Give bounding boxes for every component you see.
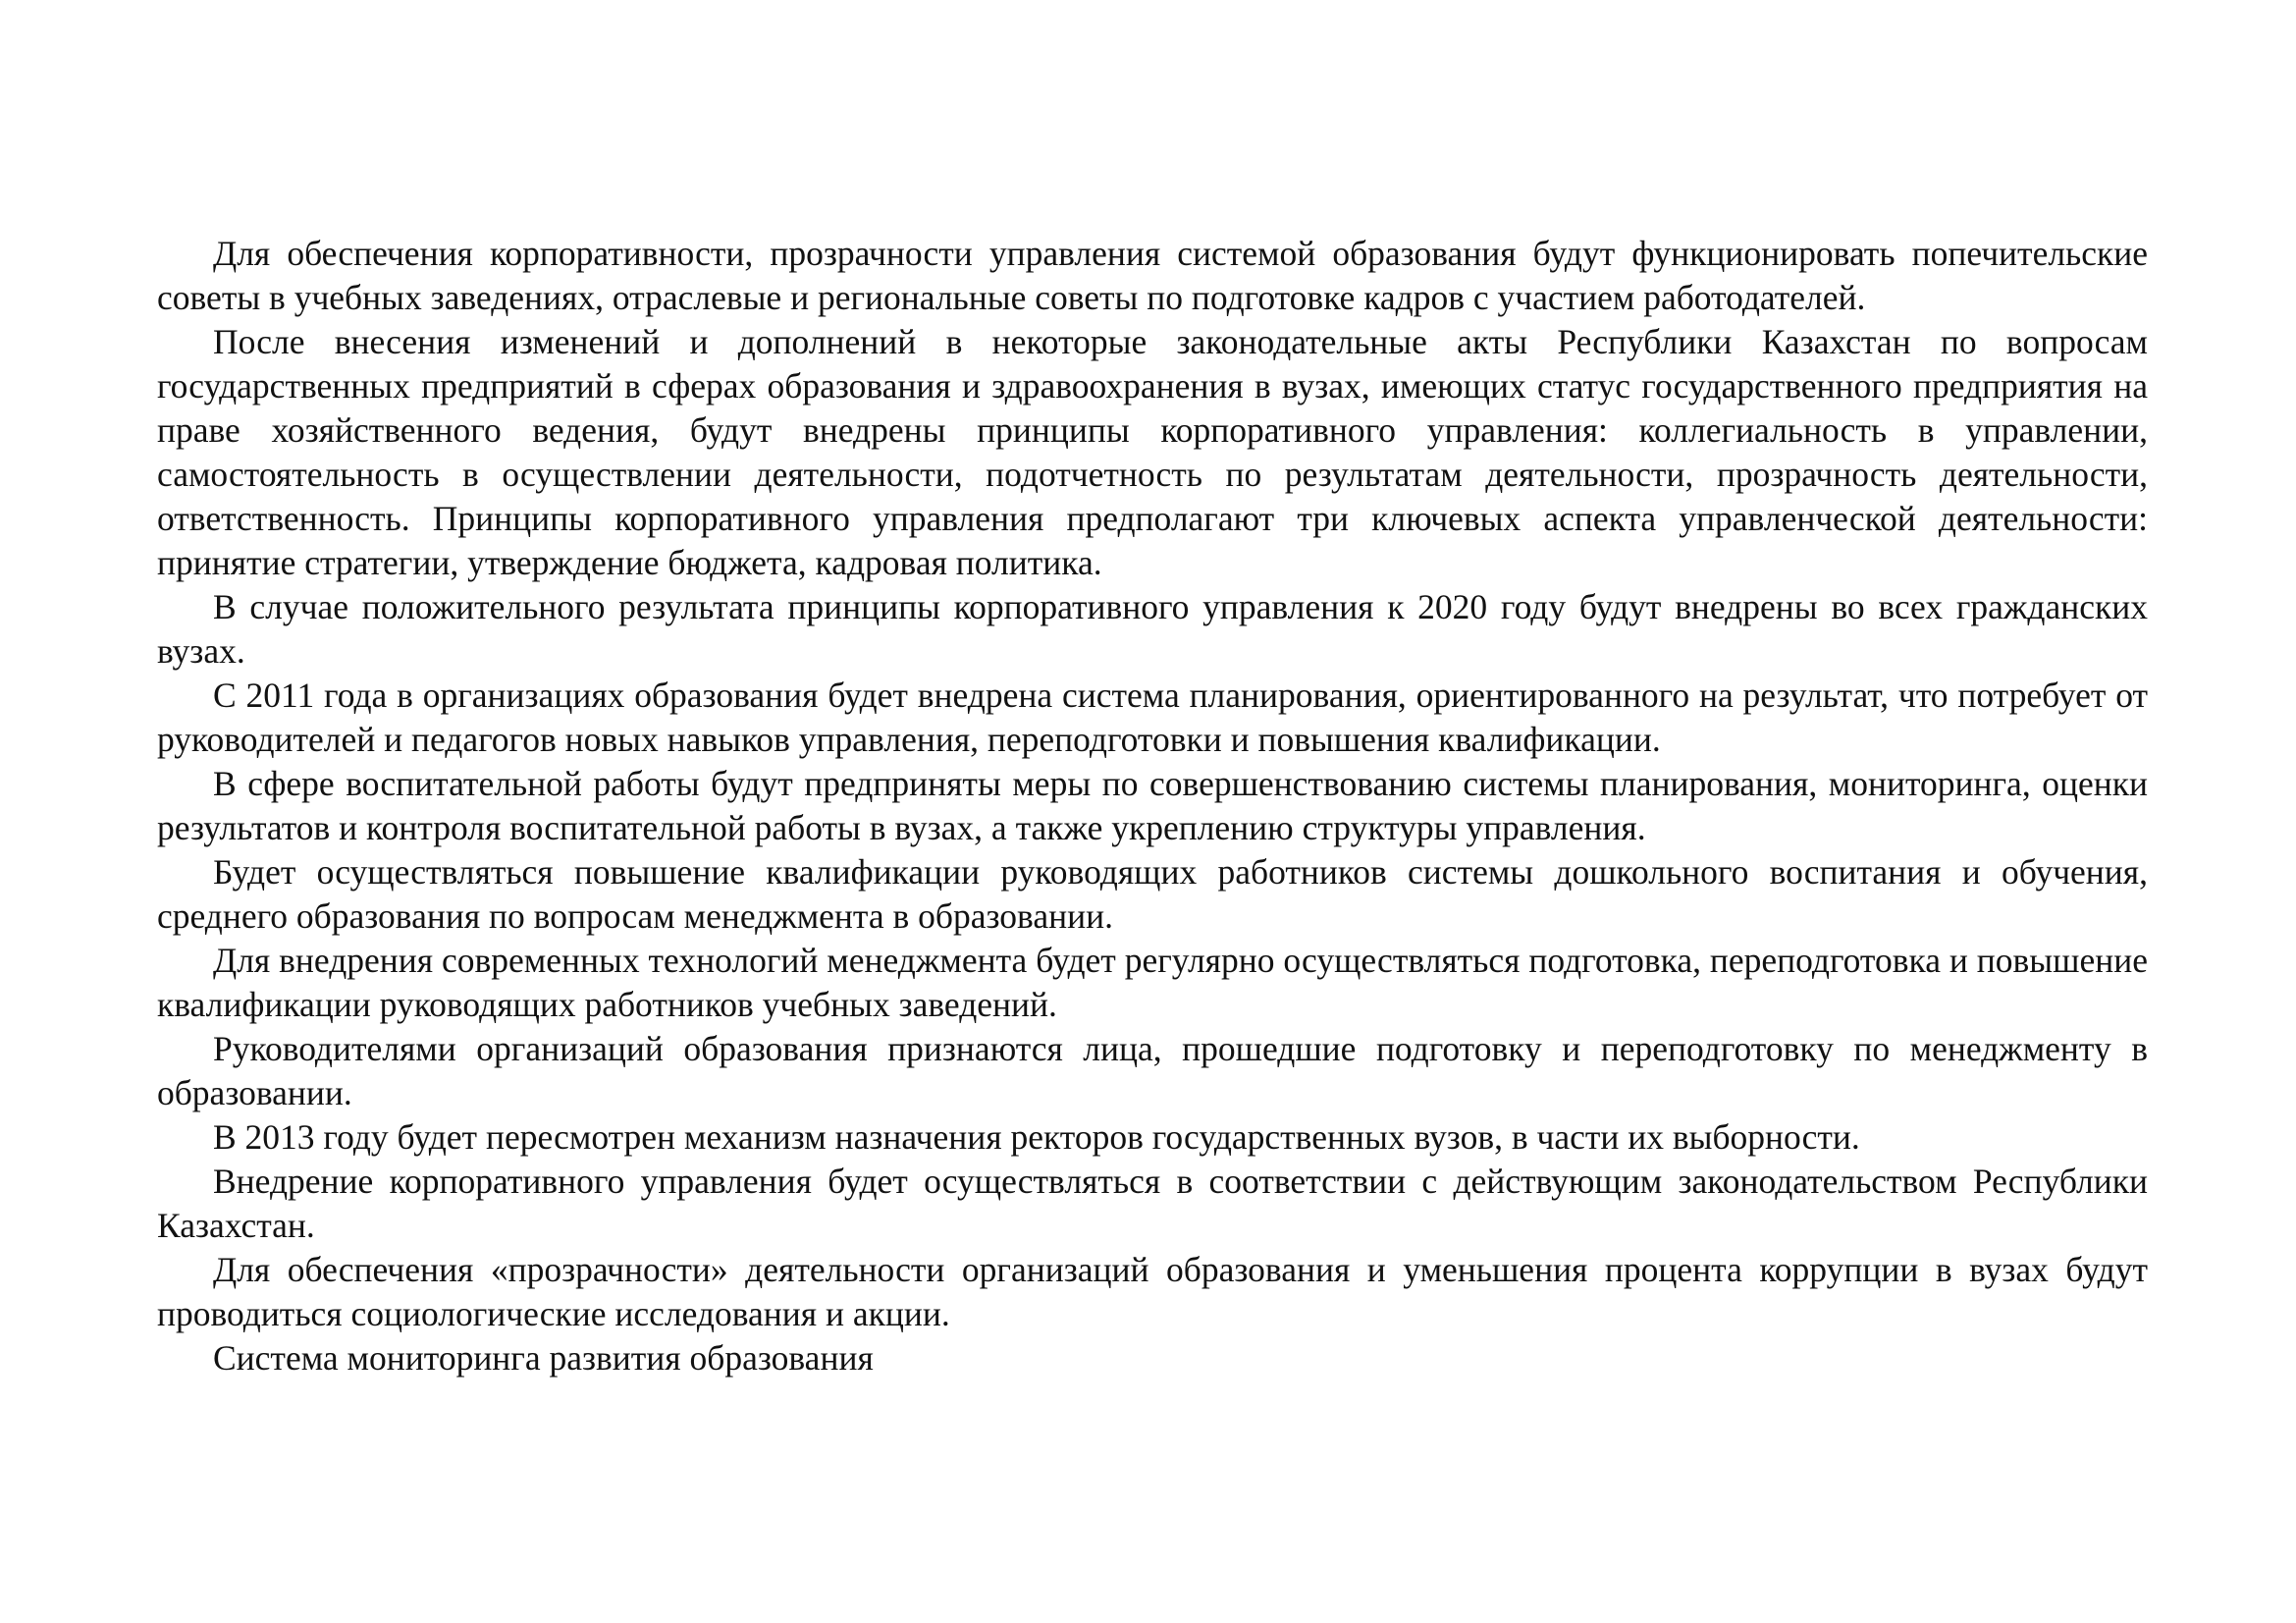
- paragraph-6: Будет осуществляться повышение квалификации руководящих работников системы дошкольного воспитания и обучения, среднего образования по вопросам менеджмента в образовании.: [157, 852, 2148, 936]
- paragraph-1: Для обеспечения корпоративности, прозрачности управления системой образования будут функционировать попечительские советы в учебных заведениях, отраслевые и региональные советы по подготовке кадров с участием работодателей.: [157, 234, 2148, 317]
- paragraph-8: Руководителями организаций образования признаются лица, прошедшие подготовку и переподготовку по менеджменту в образовании.: [157, 1029, 2148, 1112]
- paragraph-7: Для внедрения современных технологий менеджмента будет регулярно осуществляться подготовка, переподготовка и повышение квалификации руководящих работников учебных заведений.: [157, 941, 2148, 1024]
- paragraph-10: Внедрение корпоративного управления будет осуществляться в соответствии с действующим законодательством Республики Казахстан.: [157, 1162, 2148, 1245]
- paragraph-3: В случае положительного результата принципы корпоративного управления к 2020 году будут внедрены во всех гражданских вузах.: [157, 587, 2148, 671]
- paragraph-11: Для обеспечения «прозрачности» деятельности организаций образования и уменьшения процента коррупции в вузах будут проводиться социологические исследования и акции.: [157, 1250, 2148, 1333]
- paragraph-4: С 2011 года в организациях образования будет внедрена система планирования, ориентированного на результат, что потребует от руководителей и педагогов новых навыков управления, переподготовки и повышения квалификации.: [157, 676, 2148, 759]
- paragraph-2: После внесения изменений и дополнений в некоторые законодательные акты Республики Казахстан по вопросам государственных предприятий в сферах образования и здравоохранения в вузах, имеющих статус государственного предприятия на праве хозяйственного ведения, будут внедрены принципы корпоративного управления: коллегиальность в управлении, самостоятельность в осуществлении деятельности, подотчетность по результатам деятельности, прозрачность деятельности, ответственность. Принципы корпоративного управления предполагают три ключевых аспекта управленческой деятельности: принятие стратегии, утверждение бюджета, кадровая политика.: [157, 322, 2148, 582]
- paragraph-12: Система мониторинга развития образования: [213, 1338, 874, 1378]
- paragraph-5: В сфере воспитательной работы будут предприняты меры по совершенствованию системы планирования, мониторинга, оценки результатов и контроля воспитательной работы в вузах, а также укреплению структуры управления.: [157, 764, 2148, 847]
- document-body: [157, 232, 2148, 1380]
- paragraph-9: В 2013 году будет пересмотрен механизм назначения ректоров государственных вузов, в части их выборности.: [213, 1117, 1860, 1157]
